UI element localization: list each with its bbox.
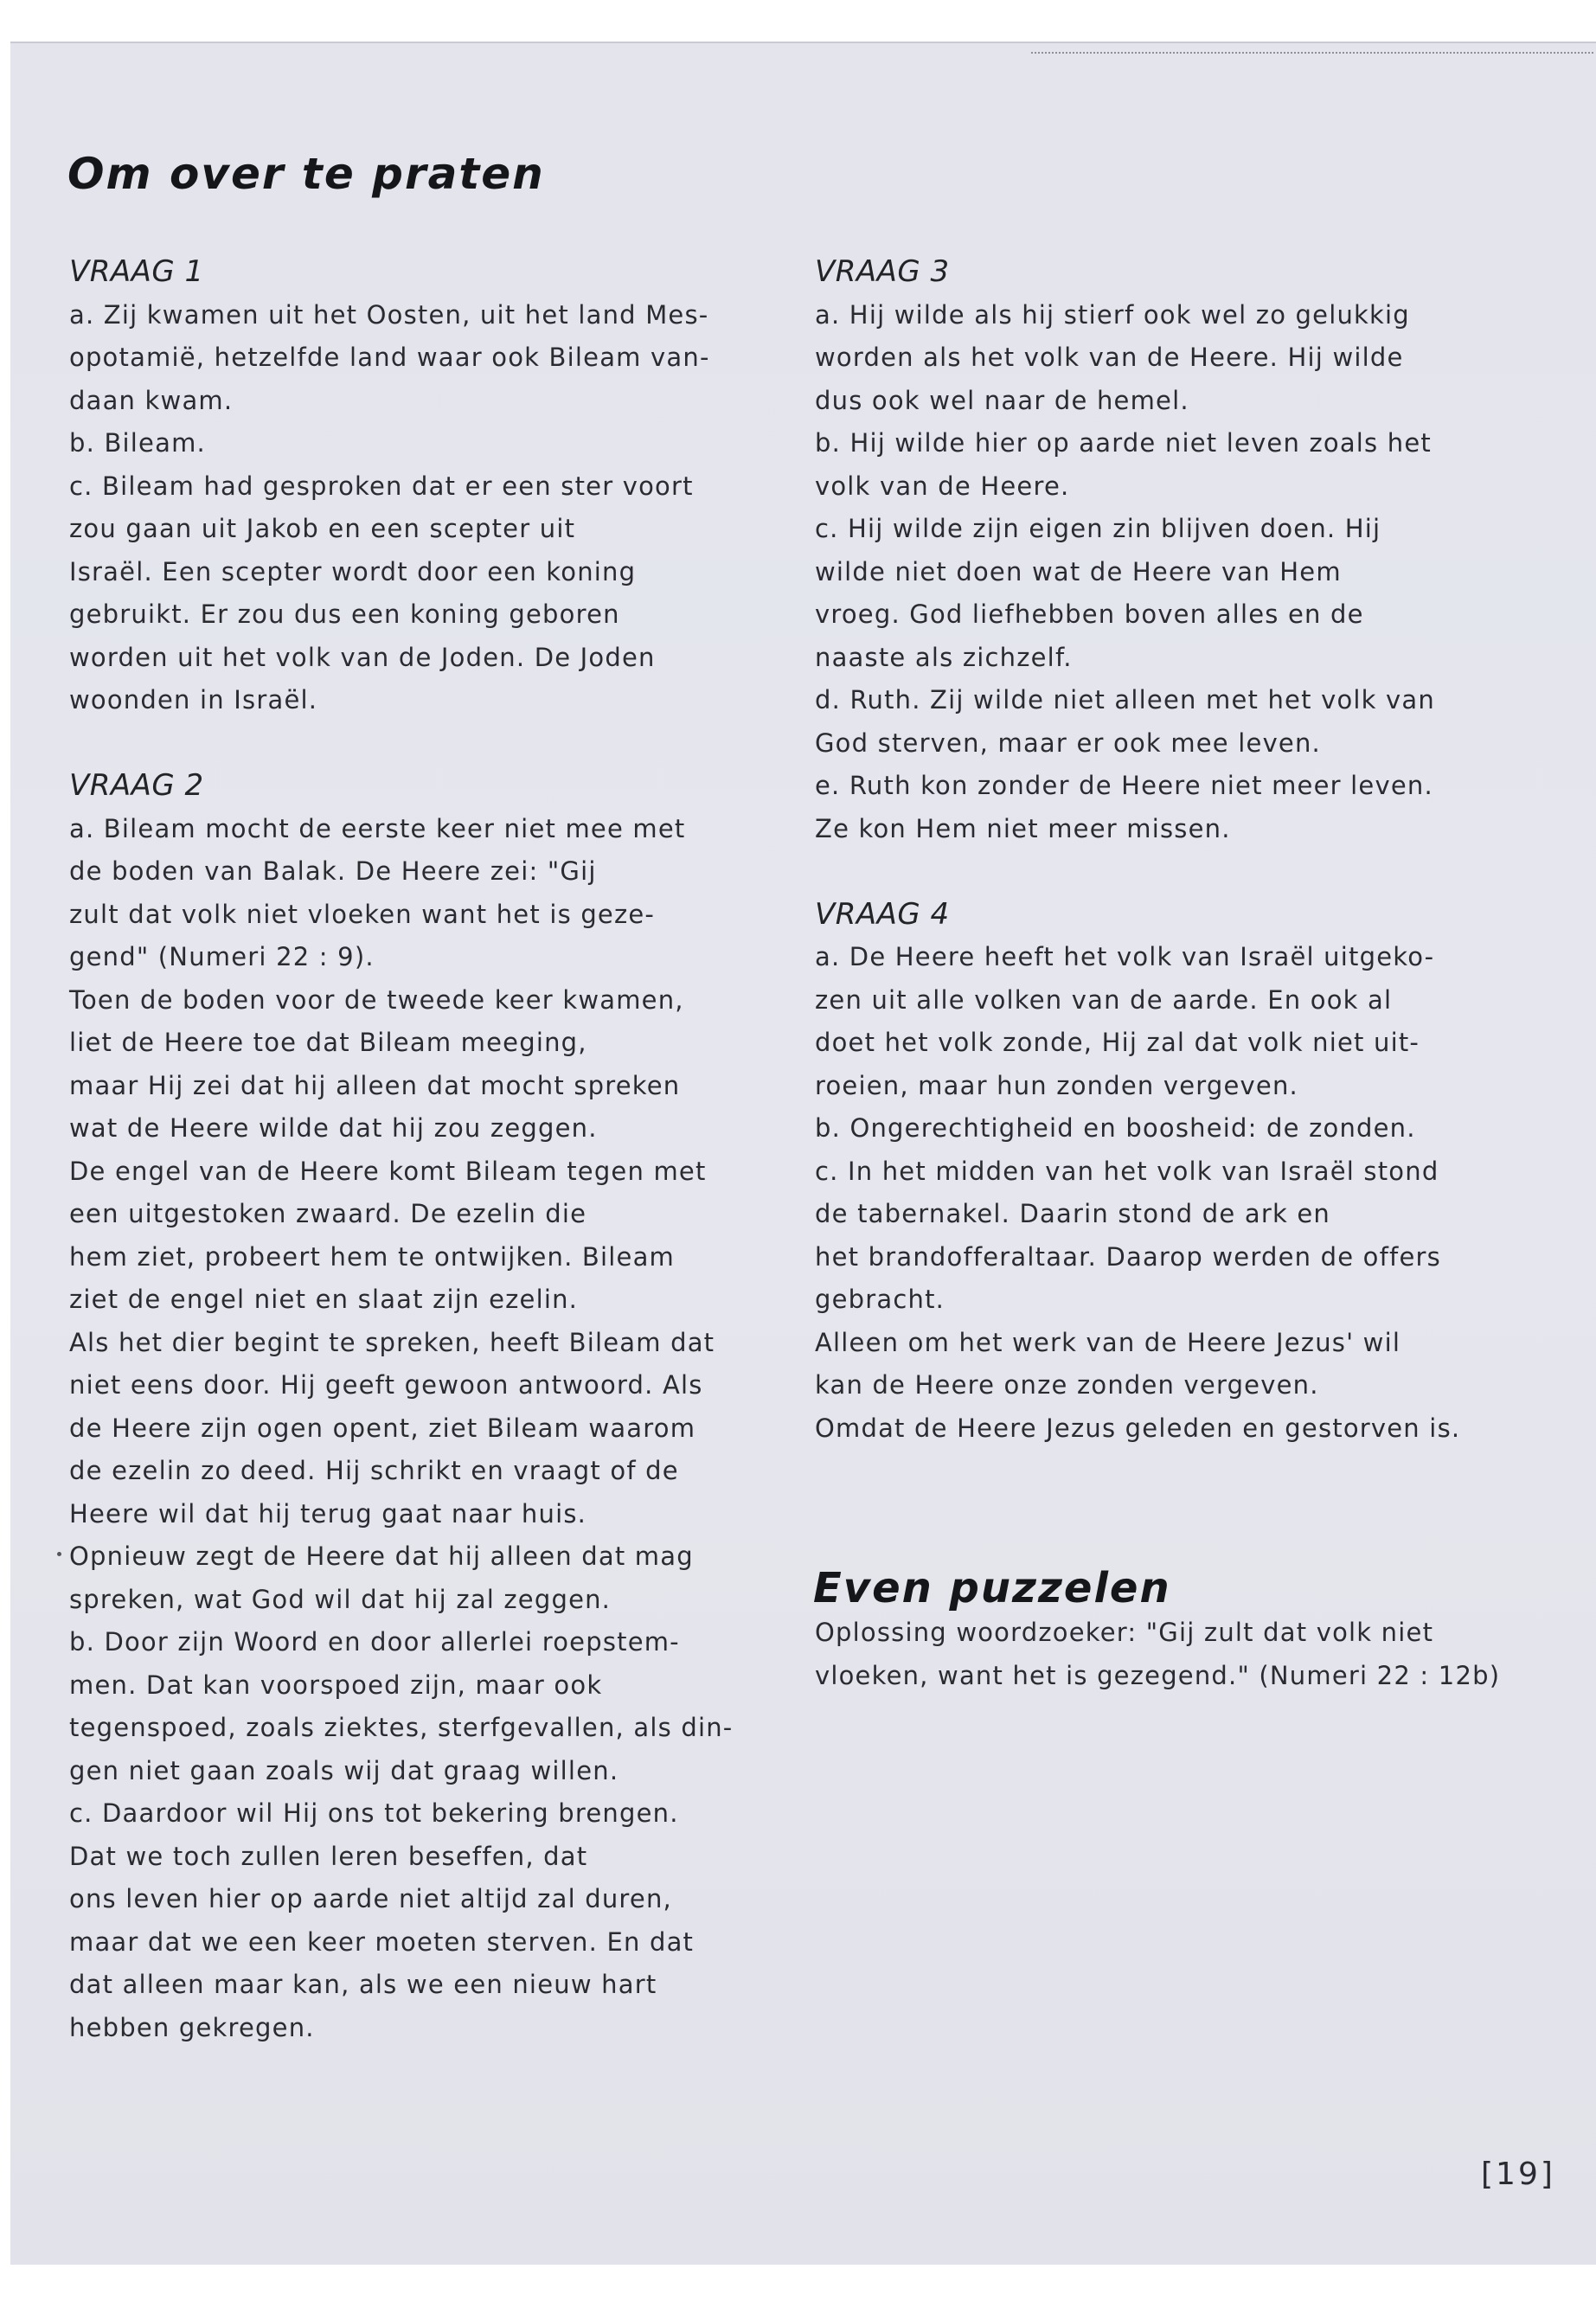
answer-line: Alleen om het werk van de Heere Jezus' wil bbox=[815, 1327, 1401, 1357]
answer-line: gen niet gaan zoals wij dat graag willen. bbox=[69, 1755, 619, 1785]
answer-line: a. Bileam mocht de eerste keer niet mee met bbox=[69, 813, 686, 843]
question-block bbox=[69, 765, 779, 2049]
answer-line: de Heere zijn ogen opent, ziet Bileam waarom bbox=[69, 1413, 696, 1443]
answer-line: gend" (Numeri 22 : 9). bbox=[69, 942, 375, 971]
answer-line: worden uit het volk van de Joden. De Joden bbox=[69, 642, 656, 672]
answer-line: b. Hij wilde hier op aarde niet leven zoals het bbox=[815, 428, 1432, 458]
answer-line: Omdat de Heere Jezus geleden en gestorven is. bbox=[815, 1413, 1461, 1443]
answer-line: Dat we toch zullen leren beseffen, dat bbox=[69, 1841, 588, 1871]
left-column bbox=[69, 251, 779, 2049]
answer-line: a. De Heere heeft het volk van Israël uitgeko- bbox=[815, 942, 1435, 971]
answer-line: Ze kon Hem niet meer missen. bbox=[815, 813, 1231, 843]
answer-line: gebruikt. Er zou dus een koning geboren bbox=[69, 599, 620, 629]
answer-line: hem ziet, probeert hem te ontwijken. Bileam bbox=[69, 1241, 675, 1272]
block-spacer bbox=[69, 722, 779, 766]
answer-line: Opnieuw zegt de Heere dat hij alleen dat mag bbox=[69, 1541, 694, 1571]
question-heading: VRAAG 2 bbox=[69, 768, 204, 803]
right-column bbox=[815, 251, 1524, 1450]
answer-line: maar dat we een keer moeten sterven. En dat bbox=[69, 1926, 695, 1957]
answer-line: Heere wil dat hij terug gaat naar huis. bbox=[69, 1498, 587, 1529]
answer-line: niet eens door. Hij geeft gewoon antwoord. Als bbox=[69, 1370, 703, 1400]
answer-line: Israël. Een scepter wordt door een koning bbox=[69, 556, 637, 586]
answer-line: dus ook wel naar de hemel. bbox=[815, 385, 1189, 415]
puzzle-line: Oplossing woordzoeker: "Gij zult dat volk niet bbox=[815, 1618, 1434, 1647]
answer-line: b. Ongerechtigheid en boosheid: de zonden. bbox=[815, 1113, 1416, 1143]
answer-line: de boden van Balak. De Heere zei: "Gij bbox=[69, 856, 597, 886]
answer-line: opotamië, hetzelfde land waar ook Bileam van- bbox=[69, 343, 710, 372]
answer-line: wat de Heere wilde dat hij zou zeggen. bbox=[69, 1113, 598, 1143]
section-title: Om over te praten bbox=[67, 149, 545, 199]
document-page bbox=[10, 42, 1596, 2265]
answer-line: wilde niet doen wat de Heere van Hem bbox=[815, 556, 1342, 586]
answer-line: kan de Heere onze zonden vergeven. bbox=[815, 1370, 1319, 1400]
answer-line: maar Hij zei dat hij alleen dat mocht spreken bbox=[69, 1070, 681, 1100]
answer-line: ons leven hier op aarde niet altijd zal duren, bbox=[69, 1884, 672, 1913]
answer-line: gebracht. bbox=[815, 1285, 945, 1314]
answer-line: Als het dier begint te spreken, heeft Bileam dat bbox=[69, 1327, 715, 1357]
answer-line: liet de Heere toe dat Bileam meeging, bbox=[69, 1028, 587, 1057]
answer-line: Toen de boden voor de tweede keer kwamen, bbox=[69, 984, 684, 1015]
answer-line: e. Ruth kon zonder de Heere niet meer leven. bbox=[815, 771, 1433, 800]
answer-line: de ezelin zo deed. Hij schrikt en vraagt of de bbox=[69, 1456, 679, 1485]
block-spacer bbox=[815, 850, 1524, 894]
answer-line: een uitgestoken zwaard. De ezelin die bbox=[69, 1199, 587, 1228]
answer-line: a. Zij kwamen uit het Oosten, uit het land Mes- bbox=[69, 299, 709, 330]
answer-line: c. Hij wilde zijn eigen zin blijven doen. Hij bbox=[815, 514, 1381, 543]
question-heading: VRAAG 4 bbox=[815, 896, 950, 932]
answer-line: ziet de engel niet en slaat zijn ezelin. bbox=[69, 1285, 579, 1314]
answer-line: dat alleen maar kan, als we een nieuw hart bbox=[69, 1970, 657, 1999]
answer-line: spreken, wat God wil dat hij zal zeggen. bbox=[69, 1584, 612, 1614]
puzzle-section bbox=[815, 1561, 1524, 1697]
answer-line: c. Bileam had gesproken dat er een ster voort bbox=[69, 471, 694, 501]
question-heading: VRAAG 3 bbox=[815, 254, 950, 289]
question-block bbox=[69, 251, 779, 722]
answer-line: c. Daardoor wil Hij ons tot bekering brengen. bbox=[69, 1798, 679, 1828]
question-block bbox=[815, 251, 1524, 850]
answer-line: God sterven, maar er ook mee leven. bbox=[815, 727, 1321, 758]
answer-line: worden als het volk van de Heere. Hij wilde bbox=[815, 343, 1404, 372]
answer-line: het brandofferaltaar. Daarop werden de offers bbox=[815, 1241, 1441, 1272]
print-mark bbox=[57, 1552, 61, 1556]
header-rule bbox=[1031, 47, 1593, 54]
answer-line: c. In het midden van het volk van Israël stond bbox=[815, 1156, 1439, 1186]
answer-line: de tabernakel. Daarin stond de ark en bbox=[815, 1199, 1330, 1228]
answer-line: hebben gekregen. bbox=[69, 2012, 315, 2042]
answer-line: zult dat volk niet vloeken want het is geze- bbox=[69, 899, 656, 929]
question-block bbox=[815, 894, 1524, 1451]
answer-line: volk van de Heere. bbox=[815, 471, 1070, 501]
answer-line: b. Bileam. bbox=[69, 428, 206, 458]
answer-line: naaste als zichzelf. bbox=[815, 642, 1073, 672]
puzzle-line: vloeken, want het is gezegend." (Numeri 22 : 12b) bbox=[815, 1660, 1501, 1690]
answer-line: vroeg. God liefhebben boven alles en de bbox=[815, 599, 1364, 629]
answer-line: zen uit alle volken van de aarde. En ook al bbox=[815, 984, 1393, 1015]
answer-line: De engel van de Heere komt Bileam tegen met bbox=[69, 1156, 707, 1186]
answer-line: woonden in Israël. bbox=[69, 685, 318, 715]
answer-line: b. Door zijn Woord en door allerlei roepstem- bbox=[69, 1627, 680, 1657]
answer-line: d. Ruth. Zij wilde niet alleen met het volk van bbox=[815, 685, 1435, 715]
answer-line: roeien, maar hun zonden vergeven. bbox=[815, 1070, 1298, 1100]
answer-line: a. Hij wilde als hij stierf ook wel zo gelukkig bbox=[815, 299, 1410, 330]
page-number: [19] bbox=[1481, 2157, 1555, 2192]
puzzle-title: Even puzzelen bbox=[813, 1564, 1171, 1612]
answer-line: zou gaan uit Jakob en een scepter uit bbox=[69, 514, 576, 543]
question-heading: VRAAG 1 bbox=[69, 254, 204, 289]
answer-line: doet het volk zonde, Hij zal dat volk niet uit- bbox=[815, 1028, 1420, 1057]
answer-line: daan kwam. bbox=[69, 385, 234, 415]
answer-line: men. Dat kan voorspoed zijn, maar ook bbox=[69, 1670, 603, 1700]
answer-line: tegenspoed, zoals ziektes, sterfgevallen, als din- bbox=[69, 1713, 734, 1742]
